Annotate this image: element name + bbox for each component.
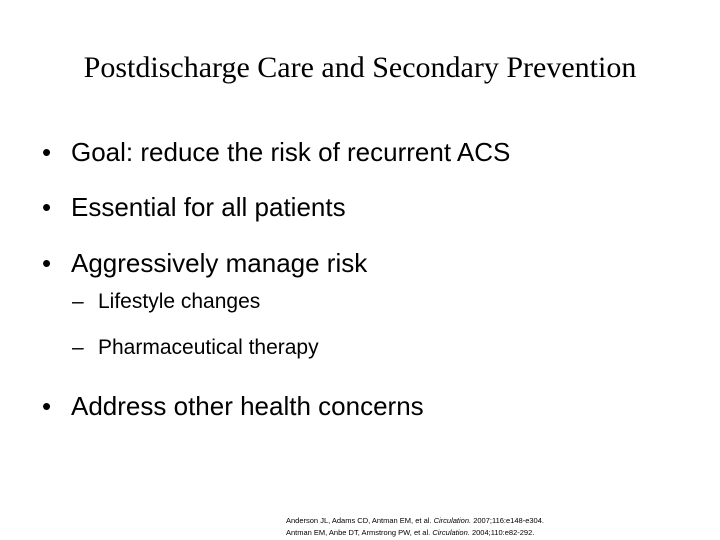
bullet-icon: • (42, 248, 52, 278)
reference-citation: 2004;110:e82-292. (471, 528, 535, 537)
bullet-text: Address other health concerns (71, 391, 424, 421)
reference-line (286, 527, 544, 539)
bullet-text: Aggressively manage risk (71, 248, 368, 278)
dash-icon: – (72, 290, 84, 313)
reference-line (286, 515, 544, 527)
bullet-item (42, 137, 510, 167)
sub-bullet-text: Lifestyle changes (98, 290, 261, 313)
bullet-item (42, 248, 367, 278)
reference-authors: Antman EM, Anbe DT, Armstrong PW, et al. (286, 528, 431, 537)
reference-journal: Circulation. (432, 528, 470, 537)
reference-journal: Circulation. (433, 516, 472, 525)
reference-citation: 2007;116:e148-e304. (473, 516, 544, 525)
sub-bullet-item (72, 336, 319, 360)
reference-authors: Anderson JL, Adams CD, Antman EM, et al. (286, 516, 432, 525)
references (286, 515, 544, 539)
bullet-icon: • (42, 192, 52, 222)
bullet-item (42, 192, 346, 222)
slide-title: Postdischarge Care and Secondary Prevention (83, 51, 637, 84)
bullet-icon: • (42, 391, 52, 421)
sub-bullet-text: Pharmaceutical therapy (98, 336, 319, 359)
sub-bullet-item (72, 290, 260, 314)
bullet-icon: • (42, 137, 52, 167)
dash-icon: – (72, 336, 84, 359)
bullet-text: Goal: reduce the risk of recurrent ACS (71, 137, 511, 167)
bullet-item (42, 391, 424, 421)
bullet-text: Essential for all patients (71, 192, 346, 222)
